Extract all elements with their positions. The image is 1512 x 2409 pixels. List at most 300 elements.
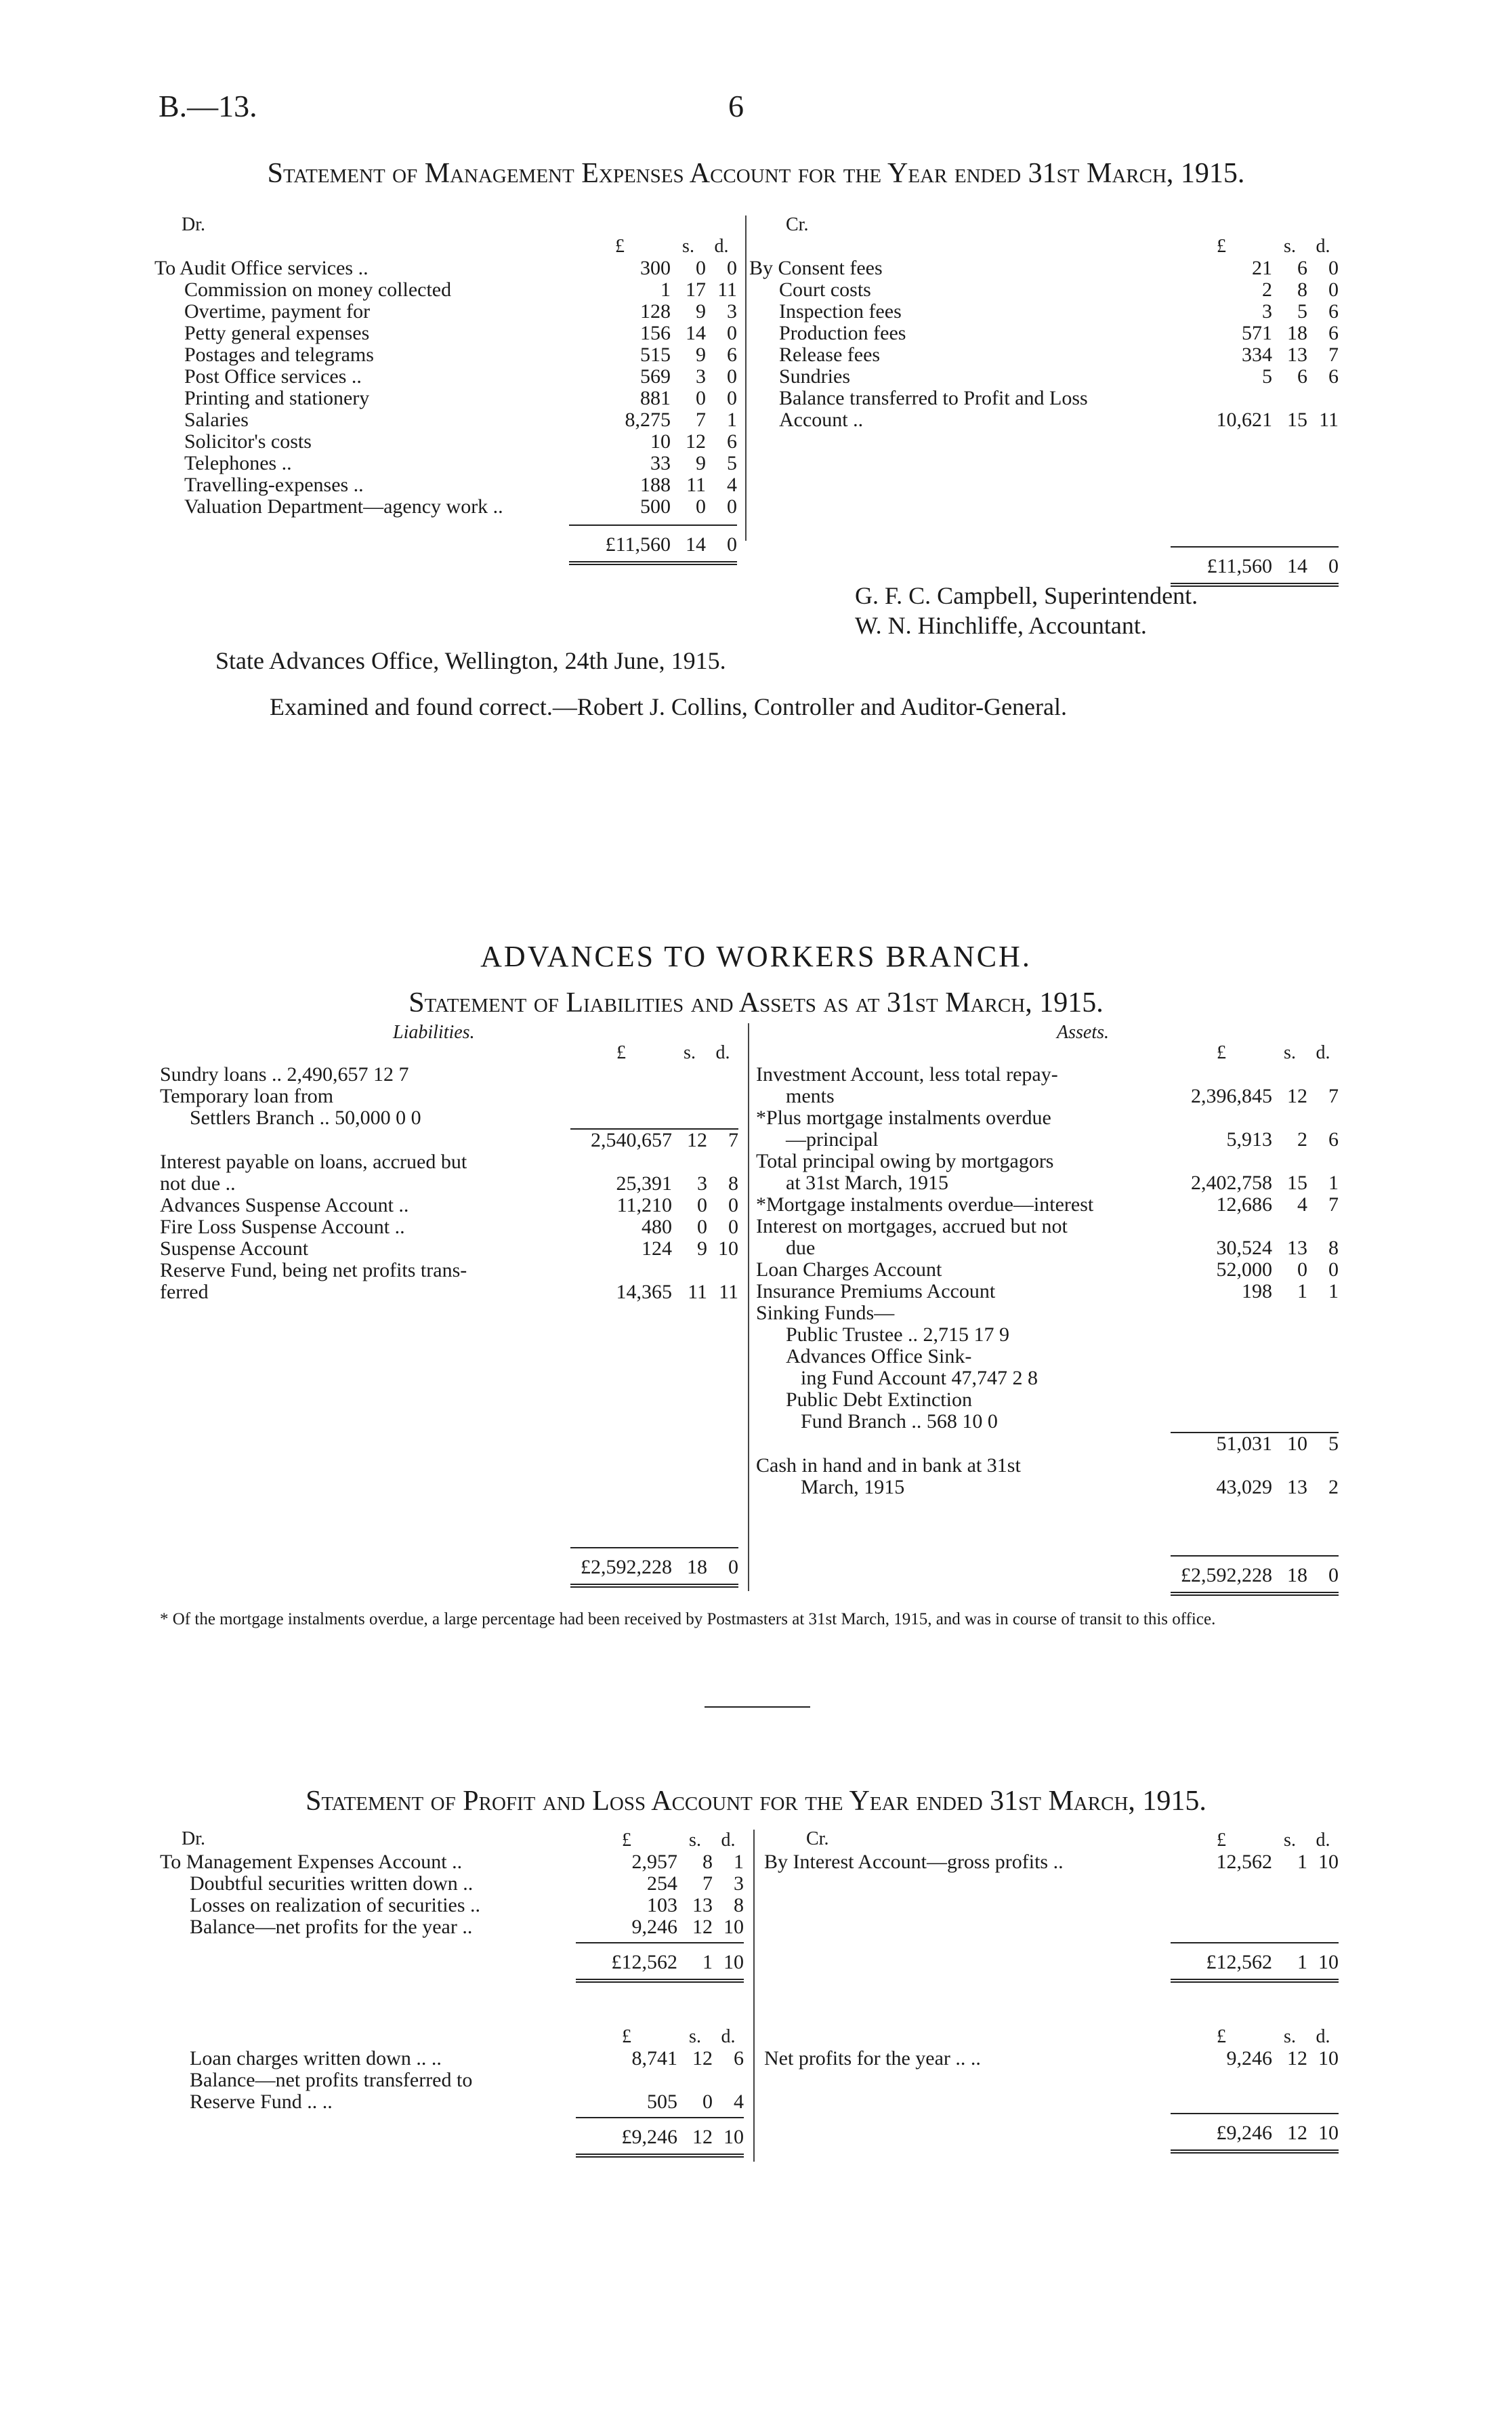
shillings-value xyxy=(672,1260,707,1281)
pounds-value xyxy=(1171,1389,1272,1411)
pence-value: 10 xyxy=(1318,1851,1339,1873)
pounds-value xyxy=(1171,1455,1272,1477)
total-row xyxy=(160,1943,744,1981)
ledger-row xyxy=(154,344,737,366)
ledger-row xyxy=(154,431,737,453)
ledger-row xyxy=(154,258,737,279)
header-spacer xyxy=(764,1830,1171,1851)
ledger-row xyxy=(756,1281,1339,1302)
shillings-value xyxy=(1272,1455,1307,1477)
row-label: To Audit Office services .. xyxy=(154,257,369,279)
pence-header: d. xyxy=(714,236,729,257)
pounds-header: £ xyxy=(1217,2026,1226,2047)
row-label: due xyxy=(786,1237,816,1259)
pence-header: d. xyxy=(721,1830,736,1851)
pounds-value xyxy=(570,1107,672,1129)
shillings-value: 15 xyxy=(1287,1172,1307,1194)
pounds-value xyxy=(1171,1064,1272,1086)
spacer xyxy=(764,2070,1339,2114)
pounds-value: 3 xyxy=(1262,300,1272,323)
row-label: Reserve Fund .. .. xyxy=(190,2091,333,2113)
shillings-value xyxy=(1272,388,1307,409)
shillings-header: s. xyxy=(1284,2026,1296,2047)
row-label: Fund Branch .. 568 10 0 xyxy=(801,1410,998,1433)
pounds-value xyxy=(1171,1151,1272,1172)
pence-value xyxy=(1307,1302,1339,1324)
pounds-value: 254 xyxy=(647,1872,677,1895)
pence-value: 6 xyxy=(727,430,737,453)
total-spacer xyxy=(749,547,1171,585)
total-pounds: £11,560 xyxy=(1171,547,1272,585)
pounds-value: 480 xyxy=(642,1216,672,1238)
pounds-value: 103 xyxy=(647,1894,677,1916)
pence-value: 0 xyxy=(727,365,737,388)
pence-value: 0 xyxy=(1328,279,1339,301)
shillings-value: 4 xyxy=(1297,1193,1307,1216)
pence-header: d. xyxy=(1316,236,1330,257)
ledger-row xyxy=(756,1237,1339,1259)
pence-value: 0 xyxy=(727,322,737,344)
pounds-value xyxy=(1171,388,1272,409)
ledger-row xyxy=(154,279,737,301)
pounds-value: 334 xyxy=(1242,344,1272,366)
spacer-row xyxy=(764,2070,1339,2114)
total-row xyxy=(160,1548,738,1586)
currency-header-row xyxy=(756,1042,1339,1064)
ledger-row xyxy=(756,1151,1339,1172)
shillings-value xyxy=(1272,1216,1307,1237)
row-label: Total principal owing by mortgagors xyxy=(756,1150,1054,1172)
row-label: Sundries xyxy=(779,365,850,388)
total-shillings: 14 xyxy=(1272,547,1307,585)
row-label: Fire Loss Suspense Account .. xyxy=(160,1216,405,1238)
pounds-value: 2 xyxy=(1262,279,1272,301)
row-label: Printing and stationery xyxy=(184,387,370,409)
shillings-value xyxy=(672,1086,707,1107)
row-label: ferred xyxy=(160,1281,209,1303)
ledger-row xyxy=(764,1851,1339,1873)
pounds-value: 9,246 xyxy=(1226,2047,1272,2070)
total-spacer xyxy=(764,1943,1171,1981)
pence-value: 11 xyxy=(719,1281,738,1303)
shillings-header: s. xyxy=(682,236,694,257)
currency-header-row xyxy=(160,1042,738,1064)
pounds-value: 505 xyxy=(647,2091,677,2113)
ledger-row xyxy=(756,1086,1339,1107)
pence-value: 0 xyxy=(728,1194,738,1216)
shillings-value: 9 xyxy=(696,300,706,323)
shillings-value xyxy=(672,1151,707,1173)
pounds-value: 500 xyxy=(640,495,671,518)
shillings-value: 12 xyxy=(686,430,706,453)
row-label: Overtime, payment for xyxy=(184,300,371,323)
pence-value: 0 xyxy=(727,387,737,409)
header-spacer xyxy=(764,2026,1171,2048)
row-label: *Mortgage instalments overdue—interest xyxy=(756,1193,1094,1216)
row-label: —principal xyxy=(786,1128,879,1151)
row-label: Petty general expenses xyxy=(184,322,370,344)
ledger-row xyxy=(160,1173,738,1195)
pl-title: Statement of Profit and Loss Account for the Year ended 31st March, 1915. xyxy=(306,1786,1206,1817)
shillings-value xyxy=(672,1064,707,1086)
row-label: Balance—net profits for the year .. xyxy=(190,1916,473,1938)
pounds-value: 5,913 xyxy=(1226,1128,1272,1151)
shillings-value: 14 xyxy=(686,322,706,344)
shillings-value: 13 xyxy=(1287,1476,1307,1498)
pounds-value: 881 xyxy=(640,387,671,409)
spacer-row xyxy=(160,2113,744,2118)
ledger-row xyxy=(154,409,737,431)
row-label: Net profits for the year .. .. xyxy=(764,2047,981,2070)
row-label: Balance—net profits transferred to xyxy=(190,2069,473,2091)
spacer-row xyxy=(160,1938,744,1943)
pl-second-table xyxy=(764,2026,1339,2154)
ledger-row xyxy=(160,1873,744,1895)
ledger-row xyxy=(756,1346,1339,1367)
row-label: Loan charges written down .. .. xyxy=(190,2047,442,2070)
pence-value: 3 xyxy=(727,300,737,323)
currency-header-row xyxy=(764,2026,1339,2048)
place-date: State Advances Office, Wellington, 24th June, 1915. xyxy=(215,647,726,674)
total-pounds: £12,562 xyxy=(1171,1943,1272,1981)
pence-value xyxy=(1307,1107,1339,1129)
mgmt-dr-label: Dr. xyxy=(182,214,205,235)
total-pounds: £2,592,228 xyxy=(570,1548,672,1586)
shillings-value: 9 xyxy=(696,452,706,474)
pence-value xyxy=(1307,1389,1339,1411)
row-label: Telephones .. xyxy=(184,452,292,474)
pence-value xyxy=(707,1260,738,1281)
pounds-value xyxy=(570,1064,672,1086)
pence-value: 0 xyxy=(728,1216,738,1238)
pence-value xyxy=(707,1107,738,1129)
ledger-row xyxy=(756,1324,1339,1346)
pence-value: 7 xyxy=(1328,1193,1339,1216)
pounds-header: £ xyxy=(622,2026,631,2047)
total-row xyxy=(749,547,1339,585)
total-row xyxy=(756,1556,1339,1594)
pence-value: 5 xyxy=(727,452,737,474)
row-label: Release fees xyxy=(779,344,881,366)
branch-title: ADVANCES TO WORKERS BRANCH. xyxy=(480,940,1032,973)
shillings-value: 7 xyxy=(696,409,706,431)
shillings-value: 0 xyxy=(697,1216,707,1238)
ledger-row xyxy=(154,496,737,518)
pence-value: 6 xyxy=(727,344,737,366)
row-label: Cash in hand and in bank at 31st xyxy=(756,1454,1021,1477)
pounds-value xyxy=(1171,1302,1272,1324)
ledger-row xyxy=(160,1216,738,1238)
shillings-value: 8 xyxy=(702,1851,713,1873)
shillings-value: 11 xyxy=(686,474,706,496)
shillings-value: 12 xyxy=(672,1129,707,1151)
row-label: Travelling-expenses .. xyxy=(184,474,364,496)
pounds-value: 10 xyxy=(650,430,671,453)
spacer xyxy=(749,431,1339,547)
shillings-value xyxy=(672,1107,707,1129)
shillings-value: 13 xyxy=(692,1894,713,1916)
ledger-row xyxy=(160,1260,738,1281)
mgmt-debit-table xyxy=(154,236,737,565)
liabilities-table xyxy=(160,1042,738,1588)
pence-value xyxy=(707,1064,738,1086)
ledger-row xyxy=(160,1916,744,1938)
pounds-header: £ xyxy=(1217,236,1226,257)
footnote: * Of the mortgage instalments overdue, a large percentage had been received by Postmasters at 31st March, 1915, and was in course of transit to this office. xyxy=(160,1610,1216,1628)
shillings-value: 9 xyxy=(696,344,706,366)
shillings-value: 13 xyxy=(1287,344,1307,366)
total-pence: 10 xyxy=(1307,1943,1339,1981)
shillings-value: 12 xyxy=(1287,1085,1307,1107)
ledger-row xyxy=(749,279,1339,301)
pl-dr-label: Dr. xyxy=(182,1828,205,1849)
pence-value: 7 xyxy=(1328,1085,1339,1107)
pence-value: 0 xyxy=(727,257,737,279)
row-label: ments xyxy=(786,1085,835,1107)
ledger-row xyxy=(160,2048,744,2070)
shillings-value: 12 xyxy=(692,1916,713,1938)
shillings-value: 0 xyxy=(696,495,706,518)
total-pounds: £2,592,228 xyxy=(1171,1556,1272,1594)
pounds-value xyxy=(1171,1411,1272,1433)
ledger-row xyxy=(756,1302,1339,1324)
ledger-row xyxy=(160,1851,744,1873)
row-label: Interest on mortgages, accrued but not xyxy=(756,1215,1068,1237)
mgmt-divider xyxy=(745,215,747,541)
row-label: Suspense Account xyxy=(160,1237,309,1260)
ledger-row xyxy=(749,301,1339,323)
ledger-row xyxy=(756,1367,1339,1389)
shillings-value: 17 xyxy=(686,279,706,301)
audit-certification: Examined and found correct.—Robert J. Collins, Controller and Auditor-General. xyxy=(270,693,1067,720)
currency-header-row xyxy=(160,1830,744,1851)
total-pounds: £12,562 xyxy=(576,1943,677,1981)
pence-header: d. xyxy=(1316,1042,1330,1063)
row-label xyxy=(160,1129,570,1151)
shillings-value: 12 xyxy=(1287,2047,1307,2070)
shillings-value: 8 xyxy=(1297,279,1307,301)
pounds-value: 1 xyxy=(660,279,671,301)
ledger-row xyxy=(154,366,737,388)
spacer xyxy=(160,1303,738,1548)
section-separator xyxy=(705,1706,810,1708)
row-label xyxy=(756,1433,1171,1455)
spacer-row xyxy=(756,1498,1339,1556)
ledger-row xyxy=(154,474,737,496)
pounds-value: 8,275 xyxy=(625,409,671,431)
pounds-value: 8,741 xyxy=(631,2047,677,2070)
pence-value: 6 xyxy=(1328,1128,1339,1151)
pence-value: 1 xyxy=(1328,1280,1339,1302)
row-label: March, 1915 xyxy=(801,1476,905,1498)
pence-value: 2 xyxy=(1328,1476,1339,1498)
pounds-value: 300 xyxy=(640,257,671,279)
pounds-value xyxy=(1171,1324,1272,1346)
pence-value: 8 xyxy=(1328,1237,1339,1259)
pounds-value: 12,686 xyxy=(1216,1193,1272,1216)
pounds-value xyxy=(570,1151,672,1173)
shillings-value xyxy=(1272,1151,1307,1172)
total-pence: 0 xyxy=(1307,547,1339,585)
ledger-row xyxy=(160,2070,744,2091)
pence-header: d. xyxy=(715,1042,730,1063)
pounds-value: 11,210 xyxy=(616,1194,672,1216)
pence-value xyxy=(707,1151,738,1173)
shillings-header: s. xyxy=(689,2026,701,2047)
ledger-row xyxy=(756,1129,1339,1151)
ledger-row xyxy=(756,1259,1339,1281)
shillings-value: 6 xyxy=(1297,365,1307,388)
total-row xyxy=(764,1943,1339,1981)
shillings-value: 12 xyxy=(692,2047,713,2070)
pounds-value: 571 xyxy=(1242,322,1272,344)
row-label: Investment Account, less total repay- xyxy=(756,1063,1058,1086)
pounds-value: 156 xyxy=(640,322,671,344)
shillings-value: 0 xyxy=(697,1194,707,1216)
pence-value: 0 xyxy=(727,495,737,518)
signature-campbell: G. F. C. Campbell, Superintendent. xyxy=(855,582,1198,609)
total-pounds: £9,246 xyxy=(576,2118,677,2156)
row-label: Court costs xyxy=(779,279,871,301)
pence-value: 7 xyxy=(707,1129,738,1151)
row-label: To Management Expenses Account .. xyxy=(160,1851,463,1873)
pl-credit-table xyxy=(764,1830,1339,1983)
workers-divider xyxy=(748,1023,749,1591)
ledger-row xyxy=(160,1129,738,1151)
ledger-row xyxy=(160,1281,738,1303)
ledger-row xyxy=(160,1151,738,1173)
total-spacer xyxy=(154,525,569,563)
total-spacer xyxy=(160,2118,576,2156)
total-pence: 0 xyxy=(707,1548,738,1586)
shillings-value: 9 xyxy=(697,1237,707,1260)
ledger-row xyxy=(160,1064,738,1086)
shillings-value: 11 xyxy=(688,1281,707,1303)
shillings-value: 7 xyxy=(702,1872,713,1895)
spacer xyxy=(160,1938,744,1943)
spacer-row xyxy=(160,1303,738,1548)
total-pence: 10 xyxy=(713,1943,744,1981)
pounds-value: 12,562 xyxy=(1216,1851,1272,1873)
shillings-value: 0 xyxy=(696,257,706,279)
pounds-value: 2,396,845 xyxy=(1191,1085,1272,1107)
total-pounds: £9,246 xyxy=(1171,2114,1272,2151)
page-ref: B.—13. xyxy=(159,89,257,123)
ledger-row xyxy=(756,1455,1339,1477)
pence-value: 6 xyxy=(1328,322,1339,344)
pounds-value: 128 xyxy=(640,300,671,323)
assets-table xyxy=(756,1042,1339,1596)
pounds-value: 2,402,758 xyxy=(1191,1172,1272,1194)
total-pence: 0 xyxy=(706,525,737,563)
pence-value: 1 xyxy=(727,409,737,431)
pounds-value xyxy=(1171,1216,1272,1237)
pence-value: 5 xyxy=(1307,1433,1339,1455)
pounds-header: £ xyxy=(1217,1042,1226,1063)
row-label: Temporary loan from xyxy=(160,1085,334,1107)
row-label: Reserve Fund, being net profits trans- xyxy=(160,1259,467,1281)
total-shillings: 1 xyxy=(677,1943,713,1981)
pounds-value xyxy=(1171,1367,1272,1389)
shillings-value xyxy=(1272,1324,1307,1346)
ledger-row xyxy=(154,453,737,474)
ledger-row xyxy=(160,2091,744,2113)
ledger-row xyxy=(160,1195,738,1216)
row-label: Balance transferred to Profit and Loss xyxy=(779,387,1088,409)
pounds-value: 124 xyxy=(642,1237,672,1260)
total-pence: 10 xyxy=(713,2118,744,2156)
pence-value: 8 xyxy=(728,1172,738,1195)
total-shillings: 12 xyxy=(677,2118,713,2156)
pl-debit-table xyxy=(160,1830,744,1983)
pence-value: 8 xyxy=(734,1894,744,1916)
mgmt-cr-label: Cr. xyxy=(786,214,809,235)
header-spacer xyxy=(756,1042,1171,1064)
pounds-value xyxy=(1171,1346,1272,1367)
shillings-header: s. xyxy=(1284,1042,1296,1063)
shillings-value: 5 xyxy=(1297,300,1307,323)
ledger-row xyxy=(160,1895,744,1916)
page-number: 6 xyxy=(728,89,744,123)
header-spacer xyxy=(160,1042,570,1064)
pence-value: 10 xyxy=(1318,2047,1339,2070)
header-spacer xyxy=(154,236,569,258)
total-shillings: 18 xyxy=(672,1548,707,1586)
shillings-value: 3 xyxy=(697,1172,707,1195)
pounds-value: 2,957 xyxy=(631,1851,677,1873)
row-label: Account .. xyxy=(779,409,864,431)
pence-value: 11 xyxy=(1319,409,1339,431)
row-label: Sinking Funds— xyxy=(756,1302,895,1324)
shillings-value: 6 xyxy=(1297,257,1307,279)
total-pounds: £11,560 xyxy=(569,525,671,563)
total-shillings: 1 xyxy=(1272,1943,1307,1981)
row-label: Sundry loans .. 2,490,657 12 7 xyxy=(160,1063,409,1086)
pounds-value: 515 xyxy=(640,344,671,366)
pence-value xyxy=(1307,1455,1339,1477)
row-label: ing Fund Account 47,747 2 8 xyxy=(801,1367,1038,1389)
ledger-row xyxy=(756,1172,1339,1194)
pence-value: 7 xyxy=(1328,344,1339,366)
shillings-header: s. xyxy=(1284,1830,1296,1851)
shillings-value: 0 xyxy=(1297,1258,1307,1281)
row-label: Post Office services .. xyxy=(184,365,362,388)
pounds-value: 10,621 xyxy=(1216,409,1272,431)
pounds-value: 43,029 xyxy=(1216,1476,1272,1498)
pence-value: 6 xyxy=(1328,365,1339,388)
row-label: Public Debt Extinction xyxy=(786,1388,972,1411)
pence-value: 6 xyxy=(734,2047,744,2070)
pounds-value xyxy=(570,1260,672,1281)
row-label: Valuation Department—agency work .. xyxy=(184,495,503,518)
ledger-row xyxy=(756,1107,1339,1129)
row-label: By Interest Account—gross profits .. xyxy=(764,1851,1064,1873)
spacer xyxy=(154,518,737,525)
shillings-value xyxy=(1272,1107,1307,1129)
pounds-value: 52,000 xyxy=(1216,1258,1272,1281)
pl-divider xyxy=(753,1830,755,2162)
pl-cr-label: Cr. xyxy=(806,1828,829,1849)
row-label: Settlers Branch .. 50,000 0 0 xyxy=(190,1107,421,1129)
spacer xyxy=(160,2113,744,2118)
spacer-row xyxy=(764,1873,1339,1943)
pence-value xyxy=(1307,1367,1339,1389)
shillings-value: 13 xyxy=(1287,1237,1307,1259)
pence-value: 4 xyxy=(734,2091,744,2113)
total-row xyxy=(764,2114,1339,2151)
ledger-row xyxy=(749,323,1339,344)
pounds-value xyxy=(570,1086,672,1107)
